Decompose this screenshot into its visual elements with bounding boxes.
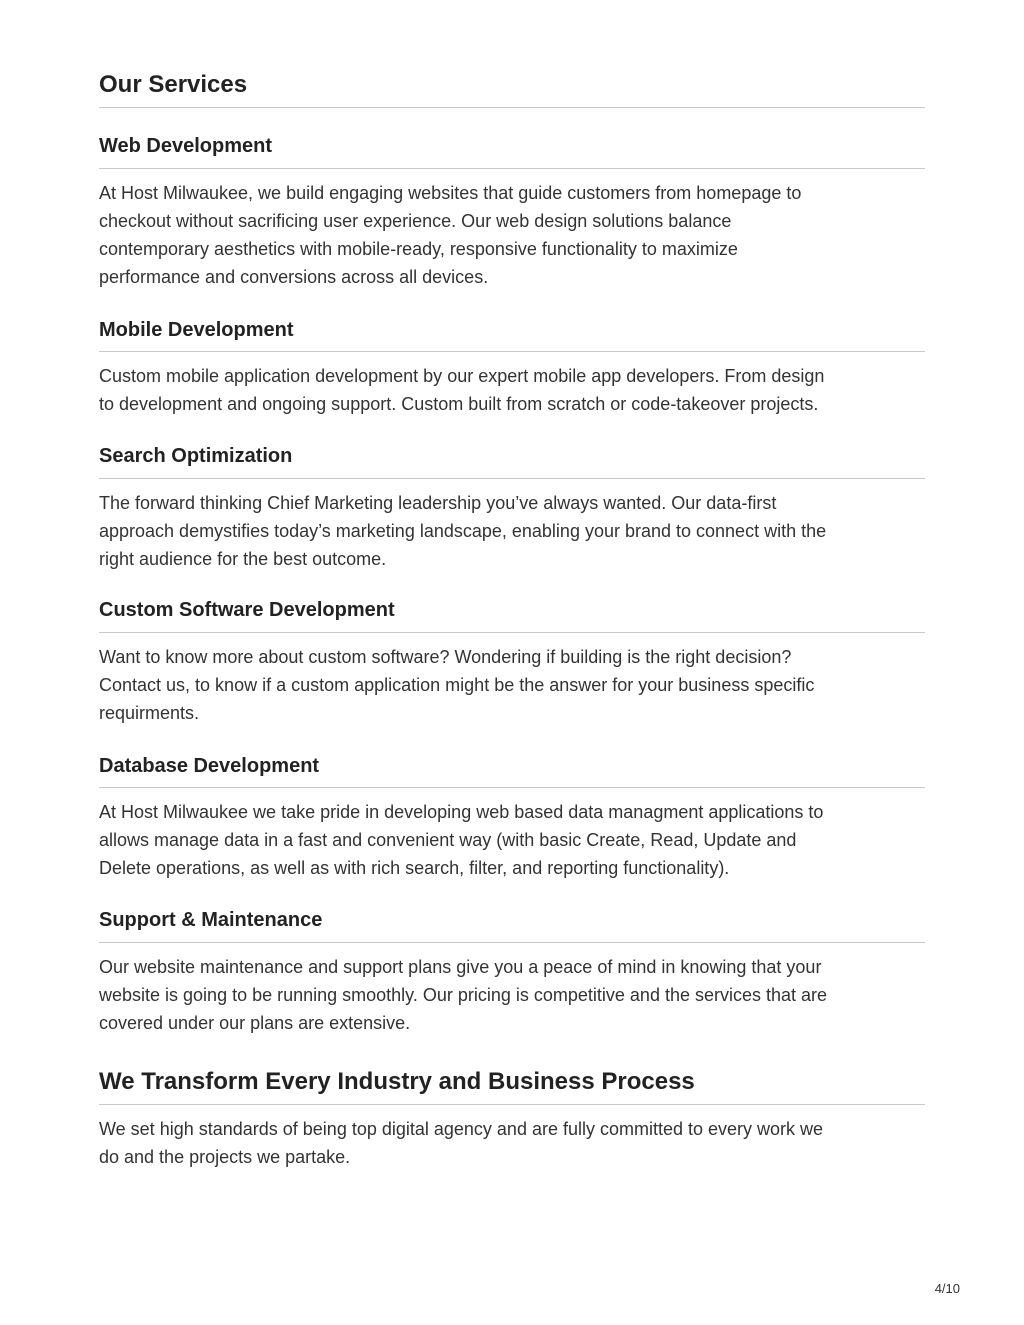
section-divider <box>99 351 925 352</box>
body-line: covered under our plans are extensive. <box>99 1013 411 1033</box>
section-database-development <box>99 753 925 779</box>
section-divider <box>99 168 925 169</box>
body-line: The forward thinking Chief Marketing leadership you’ve always wanted. Our data-first <box>99 493 777 513</box>
section-mobile-development <box>99 317 925 343</box>
section-heading: Database Development <box>99 755 320 777</box>
body-line: approach demystifies today’s marketing landscape, enabling your brand to connect with the <box>99 521 827 541</box>
body-line: Our website maintenance and support plans give you a peace of mind in knowing that your <box>99 957 822 977</box>
body-line: right audience for the best outcome. <box>99 549 387 569</box>
section-divider <box>99 942 925 943</box>
title-divider <box>99 107 925 108</box>
transform-body <box>99 1115 925 1171</box>
section-web-development <box>99 133 925 159</box>
section-heading: Support & Maintenance <box>99 909 323 931</box>
section-body <box>99 179 925 291</box>
body-line: contemporary aesthetics with mobile-ready, responsive functionality to maximize <box>99 239 738 259</box>
body-line: Delete operations, as well as with rich search, filter, and reporting functionality). <box>99 858 730 878</box>
section-heading: Custom Software Development <box>99 599 395 621</box>
page-number: 4/10 <box>934 1281 960 1296</box>
section-body <box>99 798 925 882</box>
transform-heading: We Transform Every Industry and Business Process <box>99 1068 695 1095</box>
section-body <box>99 489 925 573</box>
section-heading: Web Development <box>99 135 272 157</box>
body-line: website is going to be running smoothly. Our pricing is competitive and the services that are <box>99 985 828 1005</box>
body-line: Custom mobile application development by our expert mobile app developers. From design <box>99 366 825 386</box>
body-line: We set high standards of being top digital agency and are fully committed to every work we <box>99 1119 824 1139</box>
body-line: checkout without sacrificing user experience. Our web design solutions balance <box>99 211 732 231</box>
body-line: Contact us, to know if a custom application might be the answer for your business specific <box>99 675 815 695</box>
section-heading: Mobile Development <box>99 319 294 341</box>
section-support-maintenance <box>99 907 925 933</box>
services-header <box>99 70 925 100</box>
transform-divider <box>99 1104 925 1105</box>
section-body <box>99 362 925 418</box>
section-body <box>99 643 925 727</box>
body-line: At Host Milwaukee, we build engaging websites that guide customers from homepage to <box>99 183 802 203</box>
page-title: Our Services <box>99 71 248 98</box>
body-line: At Host Milwaukee we take pride in developing web based data managment applications to <box>99 802 824 822</box>
section-divider <box>99 787 925 788</box>
body-line: do and the projects we partake. <box>99 1147 351 1167</box>
transform-header <box>99 1067 925 1097</box>
section-divider <box>99 632 925 633</box>
section-custom-software <box>99 597 925 623</box>
body-line: Want to know more about custom software? Wondering if building is the right decision? <box>99 647 792 667</box>
body-line: performance and conversions across all devices. <box>99 267 489 287</box>
section-divider <box>99 478 925 479</box>
body-line: allows manage data in a fast and convenient way (with basic Create, Read, Update and <box>99 830 797 850</box>
body-line: to development and ongoing support. Custom built from scratch or code-takeover projects. <box>99 394 819 414</box>
section-heading: Search Optimization <box>99 445 293 467</box>
body-line: requirments. <box>99 703 200 723</box>
section-body <box>99 953 925 1037</box>
section-search-optimization <box>99 443 925 469</box>
